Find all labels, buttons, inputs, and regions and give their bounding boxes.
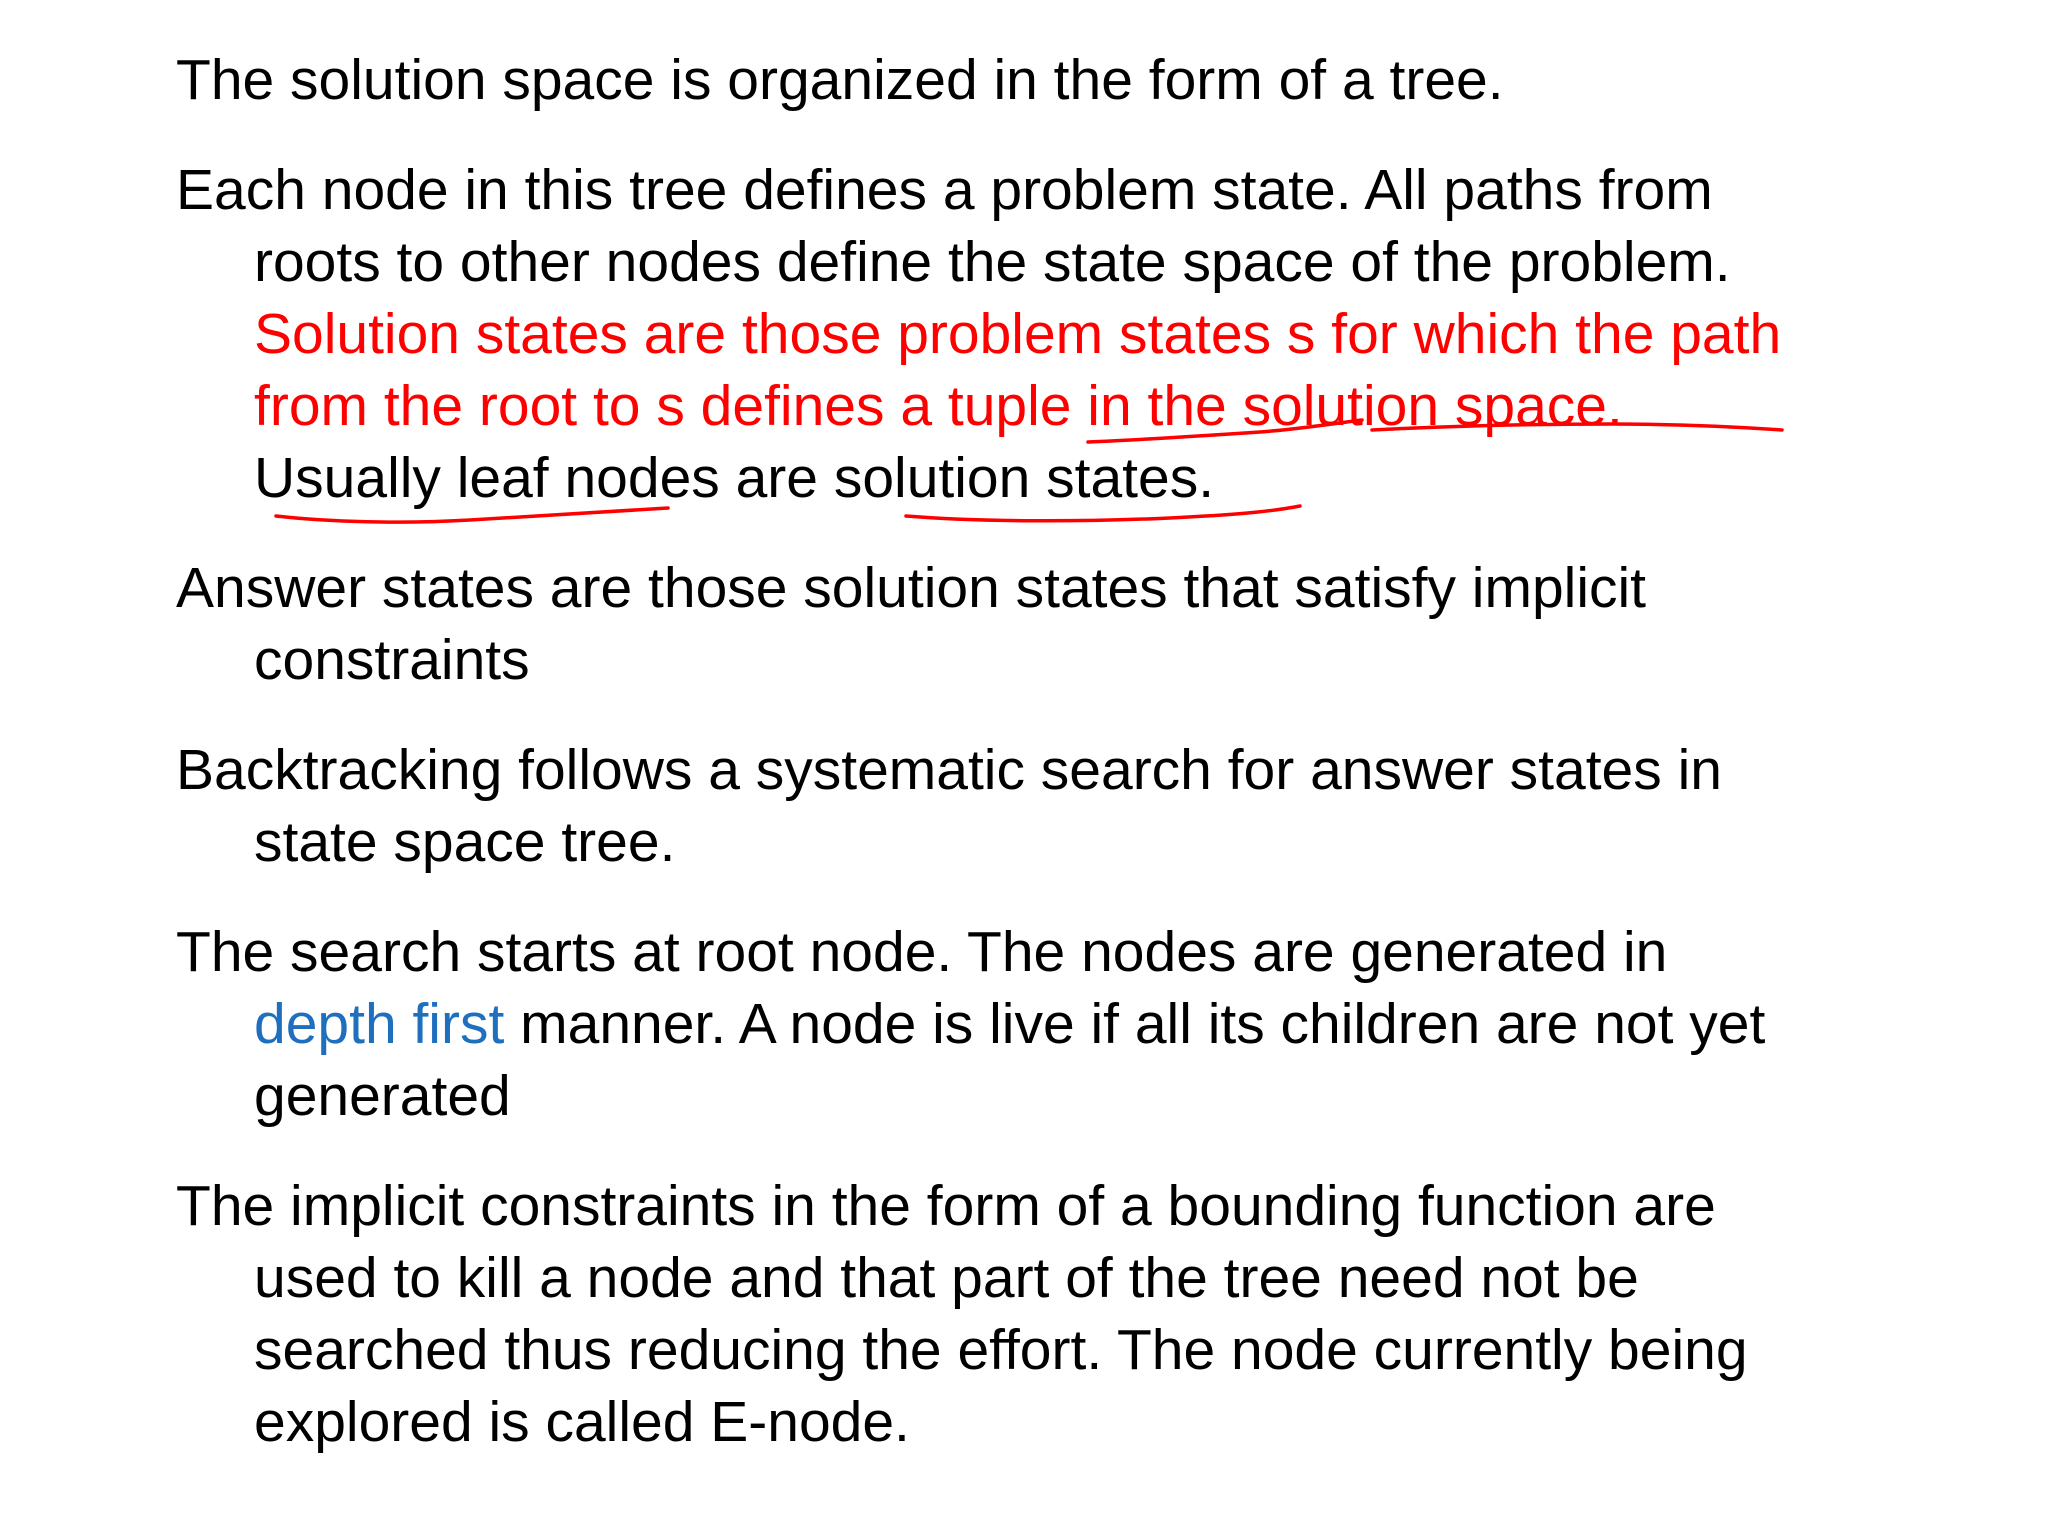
paragraph-solution-space <box>176 44 1876 116</box>
highlighted-text-line: from the root to s defines a tuple in the solution space. <box>254 374 1623 438</box>
text-line <box>254 988 1876 1060</box>
text-line: Each node in this tree defines a problem state. All paths from <box>176 158 1713 222</box>
text-line: The search starts at root node. The nodes are generated in <box>176 920 1668 984</box>
paragraph-search <box>176 916 1876 1132</box>
highlighted-text-line: Solution states are those problem states s for which the path <box>254 302 1782 366</box>
text-line: Usually leaf nodes are solution states. <box>254 446 1215 510</box>
text-line: explored is called E-node. <box>254 1390 910 1454</box>
text-line: state space tree. <box>254 810 676 874</box>
text-line: generated <box>254 1064 511 1128</box>
paragraph-backtracking <box>176 734 1876 878</box>
text-line: roots to other nodes define the state space of the problem. <box>254 230 1731 294</box>
text-line: used to kill a node and that part of the tree need not be <box>254 1246 1639 1310</box>
text-line: searched thus reducing the effort. The node currently being <box>254 1318 1748 1382</box>
text-fragment: manner. A node is live if all its children are not yet <box>504 992 1766 1056</box>
paragraph-problem-state <box>176 154 1876 514</box>
paragraph-answer-states <box>176 552 1876 696</box>
text-line: constraints <box>254 628 530 692</box>
slide-content <box>176 44 1876 1496</box>
text-line: The implicit constraints in the form of a bounding function are <box>176 1174 1716 1238</box>
paragraph-implicit-constraints <box>176 1170 1876 1458</box>
text-line: Backtracking follows a systematic search for answer states in <box>176 738 1722 802</box>
text-line: Answer states are those solution states that satisfy implicit <box>176 556 1646 620</box>
depth-first-term: depth first <box>254 992 505 1056</box>
text-line: The solution space is organized in the form of a tree. <box>176 48 1504 112</box>
